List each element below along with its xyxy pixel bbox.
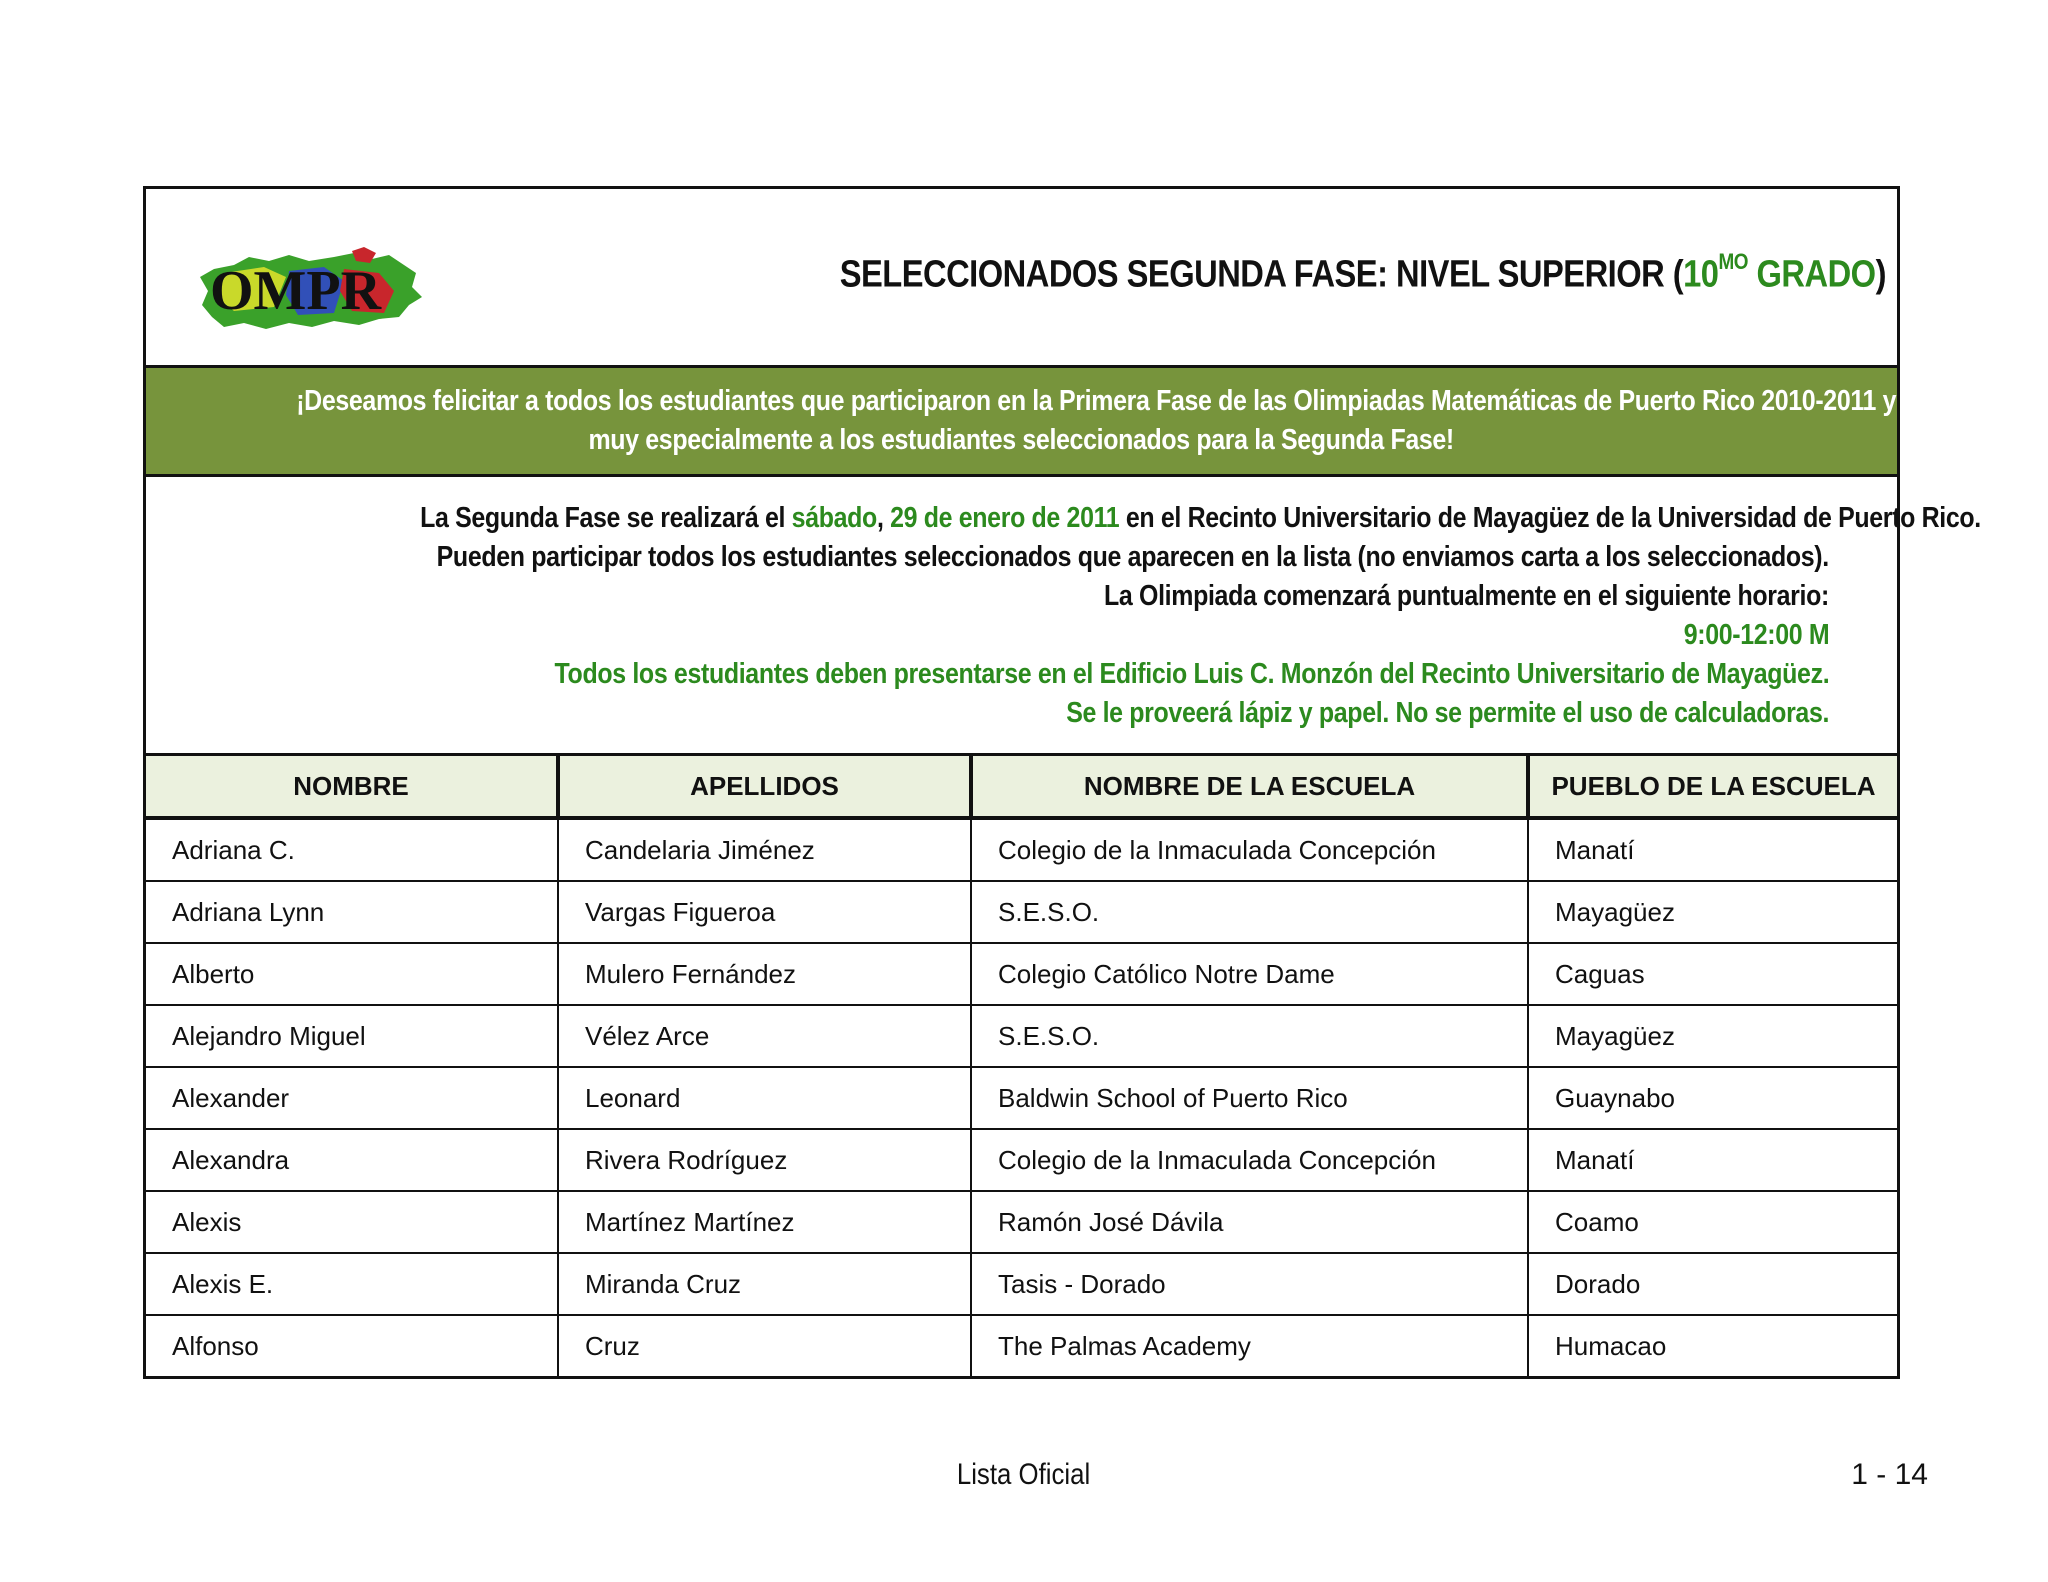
info-location-text: Todos los estudiantes deben presentarse en el Edificio Luis C. Monzón del Recinto Universitario de Mayagüez. [554,658,1829,690]
cell-pueblo: Mayagüez [1528,1005,1897,1067]
table-row [146,1005,1897,1067]
table-row [146,1315,1897,1376]
column-header-nombre: NOMBRE [146,756,558,818]
students-table [146,756,1897,1376]
info-participants-text: Pueden participar todos los estudiantes seleccionados que aparecen en la lista (no enviamos carta a los seleccionados). [436,541,1829,573]
info-date: 29 de enero de 2011 [890,502,1120,534]
event-info [146,477,1981,756]
cell-nombre: Alexandra [146,1129,558,1191]
info-date-comma: , [876,502,891,534]
footer-label [0,1458,2048,1492]
cell-escuela: S.E.S.O. [971,1005,1528,1067]
cell-escuela: Tasis - Dorado [971,1253,1528,1315]
content-frame [143,186,1981,1379]
cell-apellidos: Cruz [558,1315,971,1376]
cell-apellidos: Martínez Martínez [558,1191,971,1253]
table-row [146,1067,1897,1129]
cell-nombre: Alfonso [146,1315,558,1376]
cell-escuela: Ramón José Dávila [971,1191,1528,1253]
info-materials-text: Se le proveerá lápiz y papel. No se permite el uso de calculadoras. [1066,697,1829,729]
cell-nombre: Adriana C. [146,818,558,881]
info-schedule-text: La Olimpiada comenzará puntualmente en el siguiente horario: [1104,580,1829,612]
info-line-date [166,499,1981,538]
cell-escuela: Colegio Católico Notre Dame [971,943,1528,1005]
congratulations-banner [146,368,1897,477]
ompr-logo [194,247,424,332]
info-line-location [166,655,1829,694]
page-number: 1 - 14 [1851,1458,1928,1491]
info-line-materials [166,694,1829,733]
info-line-time [166,616,1829,655]
info-date-prefix: La Segunda Fase se realizará el [420,502,792,534]
cell-apellidos: Rivera Rodríguez [558,1129,971,1191]
title-grade-number: 10 [1683,253,1719,296]
cell-pueblo: Guaynabo [1528,1067,1897,1129]
page-title [839,249,1886,297]
cell-pueblo: Caguas [1528,943,1897,1005]
banner-line-2: muy especialmente a los estudiantes seleccionados para la Segunda Fase! [588,424,1455,456]
cell-apellidos: Mulero Fernández [558,943,971,1005]
table-header-row [146,756,1897,818]
cell-escuela: The Palmas Academy [971,1315,1528,1376]
cell-escuela: S.E.S.O. [971,881,1528,943]
cell-nombre: Alberto [146,943,558,1005]
cell-nombre: Alexander [146,1067,558,1129]
cell-nombre: Alejandro Miguel [146,1005,558,1067]
info-line-schedule [166,577,1829,616]
table-row [146,943,1897,1005]
cell-apellidos: Vargas Figueroa [558,881,971,943]
footer-label-text: Lista Oficial [957,1458,1091,1491]
title-prefix: SELECCIONADOS SEGUNDA FASE: NIVEL SUPERIOR ( [839,253,1684,296]
info-date-day: sábado [791,502,877,534]
table-row [146,1129,1897,1191]
column-header-pueblo: PUEBLO DE LA ESCUELA [1528,756,1897,818]
cell-escuela: Colegio de la Inmaculada Concepción [971,1129,1528,1191]
cell-apellidos: Miranda Cruz [558,1253,971,1315]
table-row [146,1253,1897,1315]
cell-pueblo: Humacao [1555,1330,1667,1361]
info-time-text: 9:00-12:00 M [1683,619,1829,651]
cell-escuela: Baldwin School of Puerto Rico [971,1067,1528,1129]
logo-text: OMPR [210,260,382,322]
cell-pueblo: Dorado [1528,1253,1897,1315]
banner-line-1: ¡Deseamos felicitar a todos los estudiantes que participaron en la Primera Fase de las Olimpiadas Matemáticas de Puerto Rico 2010-2011 y [296,385,1897,417]
cell-nombre: Alexis [146,1191,558,1253]
info-date-suffix: en el Recinto Universitario de Mayagüez de la Universidad de Puerto Rico. [1119,502,1981,534]
column-header-apellidos: APELLIDOS [558,756,971,818]
table-row [146,1191,1897,1253]
table-row [146,818,1897,881]
title-grade-superscript: MO [1718,249,1748,274]
cell-pueblo: Manatí [1528,1129,1897,1191]
cell-nombre: Adriana Lynn [146,881,558,943]
title-grade-word: GRADO [1747,253,1876,296]
cell-apellidos: Leonard [558,1067,971,1129]
table-row [146,881,1897,943]
cell-apellidos: Vélez Arce [558,1005,971,1067]
column-header-escuela: NOMBRE DE LA ESCUELA [971,756,1528,818]
cell-nombre: Alexis E. [146,1253,558,1315]
cell-pueblo: Coamo [1528,1191,1897,1253]
cell-pueblo: Mayagüez [1528,881,1897,943]
cell-escuela: Colegio de la Inmaculada Concepción [971,818,1528,881]
document-header [146,189,1897,368]
cell-pueblo: Manatí [1528,818,1897,881]
cell-apellidos: Candelaria Jiménez [558,818,971,881]
info-line-participants [166,538,1829,577]
title-suffix: ) [1875,253,1886,296]
